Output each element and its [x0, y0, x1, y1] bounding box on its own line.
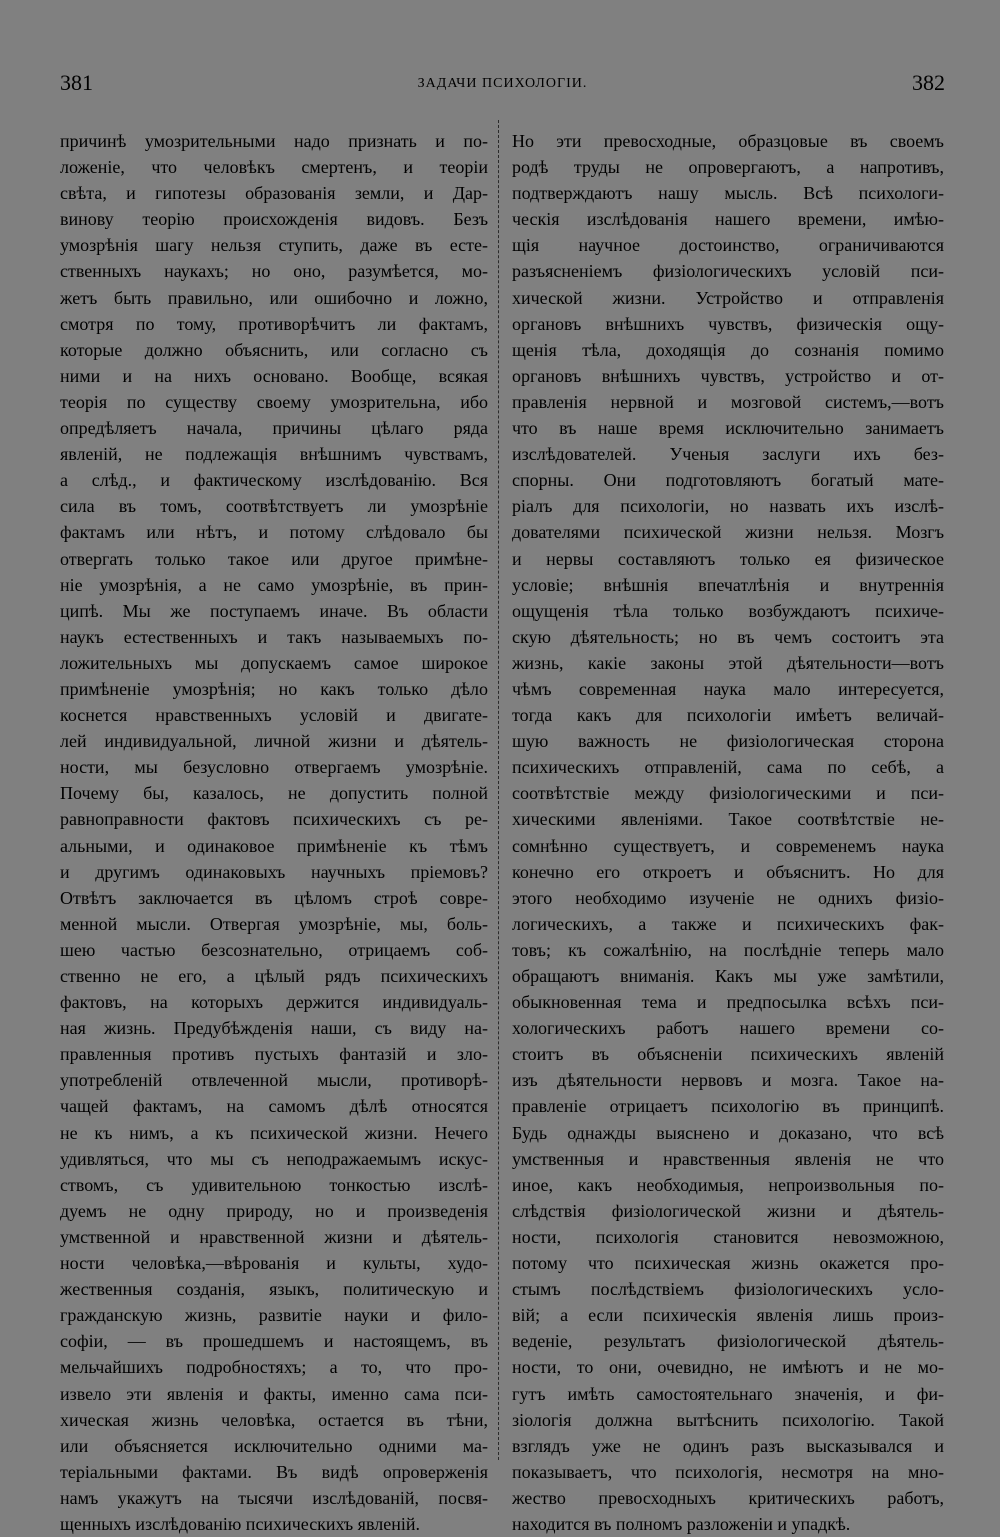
text-line: ческія изслѣдованія нашего времени, имѣю-	[512, 209, 944, 230]
text-line: дователями психической жизни нельзя. Мозгъ	[512, 522, 944, 543]
text-line: ствомъ, съ удивительною тонкостью изслѣ-	[60, 1174, 488, 1195]
text-line: которые должно объяснить, или согласно съ	[60, 339, 488, 360]
text-line: шую важность не физіологическая сторона	[512, 731, 944, 752]
text-line: стоитъ въ объясненіи психическихъ явленій	[512, 1044, 944, 1065]
text-line: а слѣд., и фактическому изслѣдованію. Вся	[60, 470, 488, 491]
text-line: или объясняется исключительно одними ма-	[60, 1435, 488, 1456]
text-line: изъ дѣятельности нервовъ и мозга. Такое на-	[512, 1070, 944, 1091]
text-line: потому что психическая жизнь окажется про-	[512, 1253, 944, 1274]
text-line: удивляться, что мы съ неподражаемымъ искус-	[60, 1148, 488, 1169]
text-line: органовъ внѣшнихъ чувствъ, устройство и от-	[512, 365, 944, 386]
text-line: отвергать только такое или другое примѣне-	[60, 548, 488, 569]
text-line: показываетъ, что психологія, несмотря на мно-	[512, 1461, 944, 1482]
text-line: хическая жизнь человѣка, остается въ тѣни,	[60, 1409, 488, 1430]
text-line: смотря по тому, противорѣчитъ ли фактамъ,	[60, 313, 488, 334]
text-line: ними и на нихъ основано. Вообще, всякая	[60, 365, 488, 386]
text-line: фактовъ, на которыхъ держится индивидуаль-	[60, 992, 488, 1013]
text-line: родѣ труды не опровергаютъ, а напротивъ,	[512, 157, 944, 178]
text-line: ощущенія тѣла только возбуждаютъ психиче-	[512, 600, 944, 621]
text-line: правленныя противъ пустыхъ фантазій и зло-	[60, 1044, 488, 1065]
text-line: вій; а если психическія явленія лишь произ-	[512, 1305, 944, 1326]
text-line: причинѣ умозрительными надо признать и по-	[60, 131, 488, 151]
text-line: употребленій отвлеченной мысли, противорѣ-	[60, 1070, 488, 1091]
text-line: что въ наше время исключительно занимаетъ	[512, 418, 944, 439]
text-line: умозрѣнія шагу нельзя ступить, даже въ есте-	[60, 235, 488, 256]
text-line: опредѣляетъ начала, причины цѣлаго ряда	[60, 418, 488, 439]
text-line: ніе умозрѣнія, а не само умозрѣніе, въ прин-	[60, 574, 488, 595]
text-line: Отвѣтъ заключается въ цѣломъ строѣ совре-	[60, 887, 488, 908]
text-line: щенія тѣла, доходящія до сознанія помимо	[512, 339, 944, 360]
text-line: ная жизнь. Предубѣжденія наши, съ виду на-	[60, 1018, 488, 1039]
text-line: чѣмъ современная наука мало интересуется,	[512, 678, 944, 699]
text-line: ципѣ. Мы же поступаемъ иначе. Въ области	[60, 600, 488, 621]
text-line: фактамъ или нѣтъ, и потому слѣдовало бы	[60, 522, 488, 543]
text-line: изслѣдователей. Ученыя заслуги ихъ без-	[512, 444, 944, 465]
text-line: шею частью безсознательно, отрицаемъ соб-	[60, 939, 488, 960]
text-line: умственныя и нравственныя явленія не что	[512, 1148, 944, 1169]
text-line: ности, то они, очевидно, не имѣютъ и не мо-	[512, 1357, 944, 1378]
text-line: альными, и одинаковое примѣненіе къ тѣмъ	[60, 835, 488, 856]
text-line: коснется нравственныхъ условій и двигате-	[60, 705, 488, 726]
text-line: гутъ имѣть самостоятельнаго значенія, и фи-	[512, 1383, 944, 1404]
text-line: мельчайшихъ подробностяхъ; а то, что про-	[60, 1357, 488, 1378]
text-line: равноправности фактовъ психическихъ съ ре-	[60, 809, 488, 830]
text-line: щія научное достоинство, ограничиваются	[512, 235, 944, 256]
text-line: и нервы составляютъ только ея физическое	[512, 548, 944, 569]
text-line: зіологія должна вытѣснить психологію. Такой	[512, 1409, 944, 1430]
text-line: слѣдствія физіологической жизни и дѣятель-	[512, 1200, 944, 1221]
text-line: жетъ быть правильно, или ошибочно и ложно,	[60, 287, 488, 308]
text-line: органовъ внѣшнихъ чувствъ, физическія ощу-	[512, 313, 944, 334]
column-divider	[498, 120, 499, 1460]
text-line: разъясненіемъ физіологическихъ условій пси-	[512, 261, 944, 282]
text-line: взглядъ уже не одинъ разъ высказывался и	[512, 1435, 944, 1456]
text-line: ложеніе, что человѣкъ смертенъ, и теоріи	[60, 157, 488, 178]
text-line: находится въ полномъ разложеніи и упадкѣ.	[512, 1513, 851, 1534]
text-line: ственно не его, а цѣлый рядъ психическихъ	[60, 966, 488, 986]
text-line: жество превосходныхъ критическихъ работъ,	[512, 1487, 944, 1508]
text-line: обращаютъ вниманія. Какъ мы уже замѣтили,	[512, 966, 944, 986]
text-line: соотвѣтствіе между физіологическими и пси-	[512, 783, 944, 804]
text-line: скую дѣятельность; но въ чемъ состоитъ эта	[512, 626, 944, 647]
text-line: софіи, — въ прошедшемъ и настоящемъ, въ	[60, 1331, 488, 1352]
text-line: сомнѣнно существуетъ, и современемъ наука	[512, 835, 944, 856]
text-line: ности, психологія становится невозможною,	[512, 1226, 944, 1247]
text-line: чащей фактамъ, на самомъ дѣлѣ относятся	[60, 1096, 488, 1117]
text-line: явленій, не подлежащія внѣшнимъ чувствамъ,	[60, 444, 488, 465]
left-text-column	[60, 128, 488, 1537]
text-line: примѣненіе умозрѣнія; но какъ только дѣло	[60, 678, 488, 699]
text-line: винову теорію происхожденія видовъ. Безъ	[60, 209, 488, 230]
text-line: ложительныхъ мы допускаемъ самое широкое	[60, 652, 488, 673]
text-line: ности, мы безусловно отвергаемъ умозрѣніе.	[60, 757, 488, 778]
page-number-right: 382	[912, 70, 945, 95]
text-line: щенныхъ изслѣдованію психическихъ явленій.	[60, 1513, 420, 1534]
text-line: товъ; къ сожалѣнію, на послѣдніе теперь мало	[512, 939, 944, 960]
text-line: правленіе отрицаетъ психологію въ принципѣ.	[512, 1096, 944, 1117]
text-line: правленія нервной и мозговой системъ,—вотъ	[512, 391, 944, 412]
text-line: тогда какъ для психологіи имѣетъ величай-	[512, 705, 944, 726]
text-line: веденіе, результатъ физіологической дѣятель-	[512, 1331, 944, 1352]
text-line: лей индивидуальной, личной жизни и дѣятель-	[60, 731, 488, 752]
text-line: жизнь, какіе законы этой дѣятельности—вотъ	[512, 652, 944, 673]
page-header	[60, 70, 945, 102]
text-line: условіе; внѣшнія впечатлѣнія и внутреннія	[512, 574, 944, 595]
text-line: хологическихъ работъ нашего времени со-	[512, 1018, 944, 1039]
text-line: дуемъ не одну природу, но и произведенія	[60, 1200, 488, 1221]
text-line: логическихъ, а также и психическихъ фак-	[512, 913, 944, 934]
text-line: извело эти явленія и факты, именно сама пси-	[60, 1383, 488, 1404]
page-number-left: 381	[60, 70, 93, 95]
text-line: Будь однажды выяснено и доказано, что всѣ	[512, 1122, 944, 1143]
text-line: теріальными фактами. Въ видѣ опроверженія	[60, 1461, 488, 1482]
text-line: психическихъ отправленій, сама по себѣ, а	[512, 757, 944, 778]
text-line: стымъ послѣдствіемъ физіологическихъ усло-	[512, 1279, 944, 1300]
text-line: жественныя созданія, языкъ, политическую и	[60, 1279, 488, 1300]
text-line: гражданскую жизнь, развитіе науки и фило-	[60, 1305, 488, 1326]
text-line: свѣта, и гипотезы образованія земли, и Дар-	[60, 183, 488, 204]
text-line: сила въ томъ, соотвѣтствуетъ ли умозрѣніе	[60, 496, 488, 517]
text-line: Почему бы, казалось, не допустить полной	[60, 783, 488, 804]
text-line: Но эти превосходные, образцовые въ своемъ	[512, 131, 944, 151]
text-line: умственной и нравственной жизни и дѣятель-	[60, 1226, 488, 1247]
text-line: конечно его откроетъ и объяснитъ. Но для	[512, 861, 944, 882]
text-line: и другимъ одинаковыхъ научныхъ пріемовъ?	[60, 861, 488, 882]
right-text-column	[512, 128, 944, 1537]
running-title: ЗАДАЧИ ПСИХОЛОГІИ.	[417, 76, 588, 91]
text-line: этого необходимо изученіе не однихъ физіо-	[512, 887, 944, 908]
text-line: менной мысли. Отвергая умозрѣніе, мы, боль-	[60, 913, 488, 934]
text-line: хическими явленіями. Такое соотвѣтствіе не-	[512, 809, 944, 830]
text-line: наукъ естественныхъ и такъ называемыхъ по-	[60, 626, 488, 647]
text-line: ріалъ для психологіи, но назвать ихъ изслѣ-	[512, 496, 944, 517]
text-line: ности человѣка,—вѣрованія и культы, худо-	[60, 1253, 488, 1274]
text-line: ственныхъ наукахъ; но оно, разумѣется, мо-	[60, 261, 488, 282]
text-line: теорія по существу своему умозрительна, ибо	[60, 391, 488, 412]
text-line: иное, какъ необходимыя, непроизвольныя по-	[512, 1174, 944, 1195]
text-line: подтверждаютъ нашу мысль. Всѣ психологи-	[512, 183, 944, 204]
text-line: не къ нимъ, а къ психической жизни. Нечего	[60, 1122, 488, 1143]
text-line: спорны. Они подготовляютъ богатый мате-	[512, 470, 944, 491]
text-line: намъ укажутъ на тысячи изслѣдованій, посвя-	[60, 1487, 488, 1508]
text-line: обыкновенная тема и предпосылка всѣхъ пси-	[512, 992, 944, 1013]
text-line: хической жизни. Устройство и отправленія	[512, 287, 944, 308]
